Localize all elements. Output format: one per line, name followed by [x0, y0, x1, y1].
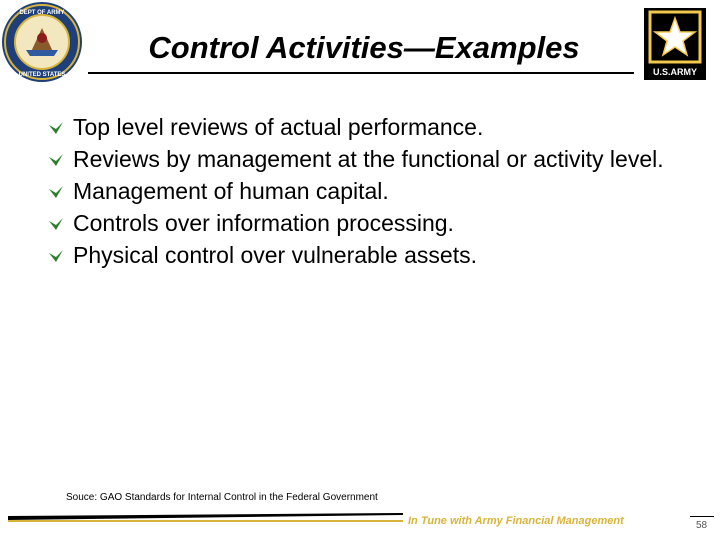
checkmark-bullet-icon — [48, 121, 64, 135]
slide-title: Control Activities—Examples — [148, 30, 580, 65]
bullet-item — [48, 113, 668, 141]
department-of-army-seal — [0, 0, 84, 84]
us-army-logo — [644, 8, 706, 80]
bullet-item — [48, 177, 668, 205]
checkmark-bullet-icon — [48, 185, 64, 199]
footer-rule-right — [690, 516, 714, 517]
svg-text:U.S.ARMY: U.S.ARMY — [652, 67, 698, 77]
bullet-text: Management of human capital. — [73, 178, 389, 204]
footer-rule — [8, 512, 403, 522]
page-number: 58 — [696, 520, 708, 531]
checkmark-bullet-icon — [48, 217, 64, 231]
bullet-item — [48, 241, 668, 269]
bullet-item — [48, 209, 668, 237]
source-citation: Souce: GAO Standards for Internal Control in the Federal Government — [66, 492, 378, 503]
title-underline — [88, 72, 634, 74]
bullet-list — [48, 113, 668, 273]
checkmark-bullet-icon — [48, 249, 64, 263]
bullet-text: Top level reviews of actual performance. — [73, 114, 484, 140]
checkmark-bullet-icon — [48, 153, 64, 167]
bullet-text: Physical control over vulnerable assets. — [73, 242, 477, 268]
bullet-item — [48, 145, 668, 173]
footer-tagline: In Tune with Army Financial Management — [408, 515, 624, 527]
svg-text:DEPT OF ARMY: DEPT OF ARMY — [19, 10, 65, 16]
bullet-text: Reviews by management at the functional or activity level. — [73, 146, 664, 172]
svg-text:UNITED STATES: UNITED STATES — [18, 72, 66, 78]
bullet-text: Controls over information processing. — [73, 210, 454, 236]
